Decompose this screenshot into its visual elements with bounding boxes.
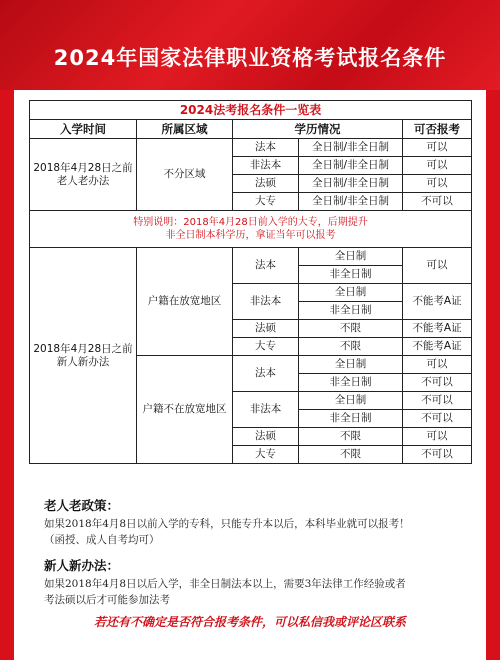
degree-cell: 法硕 <box>233 428 299 446</box>
table-row <box>30 139 472 157</box>
new-enroll-time: 2018年4月28日之前 新人新办法 <box>30 248 137 464</box>
study-cell: 全日制 <box>299 248 403 266</box>
table-row <box>30 248 472 266</box>
new-policy-text: 如果2018年4月8日以后入学，非全日制法本以上，需要3年法律工作经验或者 考法硕以后才可能参加法考 <box>44 578 406 606</box>
special-note: 特别说明：2018年4月28日前入学的大专，后期提升 非全日制本科学历，拿证当年可以报考 <box>30 211 472 248</box>
degree-cell: 法硕 <box>233 175 299 193</box>
old-enroll-time: 2018年4月28日之前 老人老办法 <box>30 139 137 211</box>
study-cell: 不限 <box>299 428 403 446</box>
header-education: 学历情况 <box>233 120 403 139</box>
page-title: 2024年国家法律职业资格考试报名条件 <box>53 46 447 70</box>
study-cell: 非全日制 <box>299 302 403 320</box>
study-cell: 非全日制 <box>299 266 403 284</box>
study-cell: 全日制 <box>299 392 403 410</box>
eligible-cell: 可以 <box>403 248 472 284</box>
eligible-cell: 不可以 <box>403 392 472 410</box>
degree-cell: 法本 <box>233 248 299 284</box>
old-policy-text: 如果2018年4月8日以前入学的专科，只能专升本以后，本科毕业就可以报考！ （函授、成人自考均可） <box>44 518 410 546</box>
eligible-cell: 不能考A证 <box>403 284 472 320</box>
study-cell: 全日制 <box>299 284 403 302</box>
eligible-cell: 不可以 <box>403 193 472 211</box>
study-cell: 全日制/非全日制 <box>299 175 403 193</box>
eligible-cell: 不可以 <box>403 410 472 428</box>
degree-cell: 大专 <box>233 446 299 464</box>
content-card <box>14 90 486 660</box>
study-cell: 全日制/非全日制 <box>299 157 403 175</box>
eligible-cell: 不可以 <box>403 446 472 464</box>
study-cell: 全日制 <box>299 356 403 374</box>
study-cell: 非全日制 <box>299 374 403 392</box>
degree-cell: 非法本 <box>233 392 299 428</box>
study-cell: 全日制/非全日制 <box>299 139 403 157</box>
eligible-cell: 可以 <box>403 157 472 175</box>
header-eligible: 可否报考 <box>403 120 472 139</box>
study-cell: 非全日制 <box>299 410 403 428</box>
degree-cell: 法本 <box>233 356 299 392</box>
eligible-cell: 不能考A证 <box>403 338 472 356</box>
degree-cell: 法本 <box>233 139 299 157</box>
study-cell: 不限 <box>299 446 403 464</box>
eligible-cell: 可以 <box>403 175 472 193</box>
header-enroll-time: 入学时间 <box>30 120 137 139</box>
old-policy-title: 老人老政策： <box>44 498 120 513</box>
study-cell: 不限 <box>299 320 403 338</box>
new-policy-title: 新人新办法： <box>44 558 120 573</box>
requirements-table <box>29 100 472 464</box>
eligible-cell: 不可以 <box>403 374 472 392</box>
eligible-cell: 可以 <box>403 139 472 157</box>
study-cell: 不限 <box>299 338 403 356</box>
degree-cell: 非法本 <box>233 157 299 175</box>
eligible-cell: 可以 <box>403 356 472 374</box>
degree-cell: 法硕 <box>233 320 299 338</box>
region-not-relaxed: 户籍不在放宽地区 <box>137 356 233 464</box>
study-cell: 全日制/非全日制 <box>299 193 403 211</box>
header-banner <box>0 0 500 90</box>
eligible-cell: 不能考A证 <box>403 320 472 338</box>
eligible-cell: 可以 <box>403 428 472 446</box>
footer-contact-note: 若还有不确定是否符合报考条件，可以私信我或评论区联系 <box>93 615 406 629</box>
degree-cell: 大专 <box>233 338 299 356</box>
old-region: 不分区域 <box>137 139 233 211</box>
header-region: 所属区域 <box>137 120 233 139</box>
degree-cell: 非法本 <box>233 284 299 320</box>
region-relaxed: 户籍在放宽地区 <box>137 248 233 356</box>
degree-cell: 大专 <box>233 193 299 211</box>
table-title: 2024法考报名条件一览表 <box>30 101 472 120</box>
